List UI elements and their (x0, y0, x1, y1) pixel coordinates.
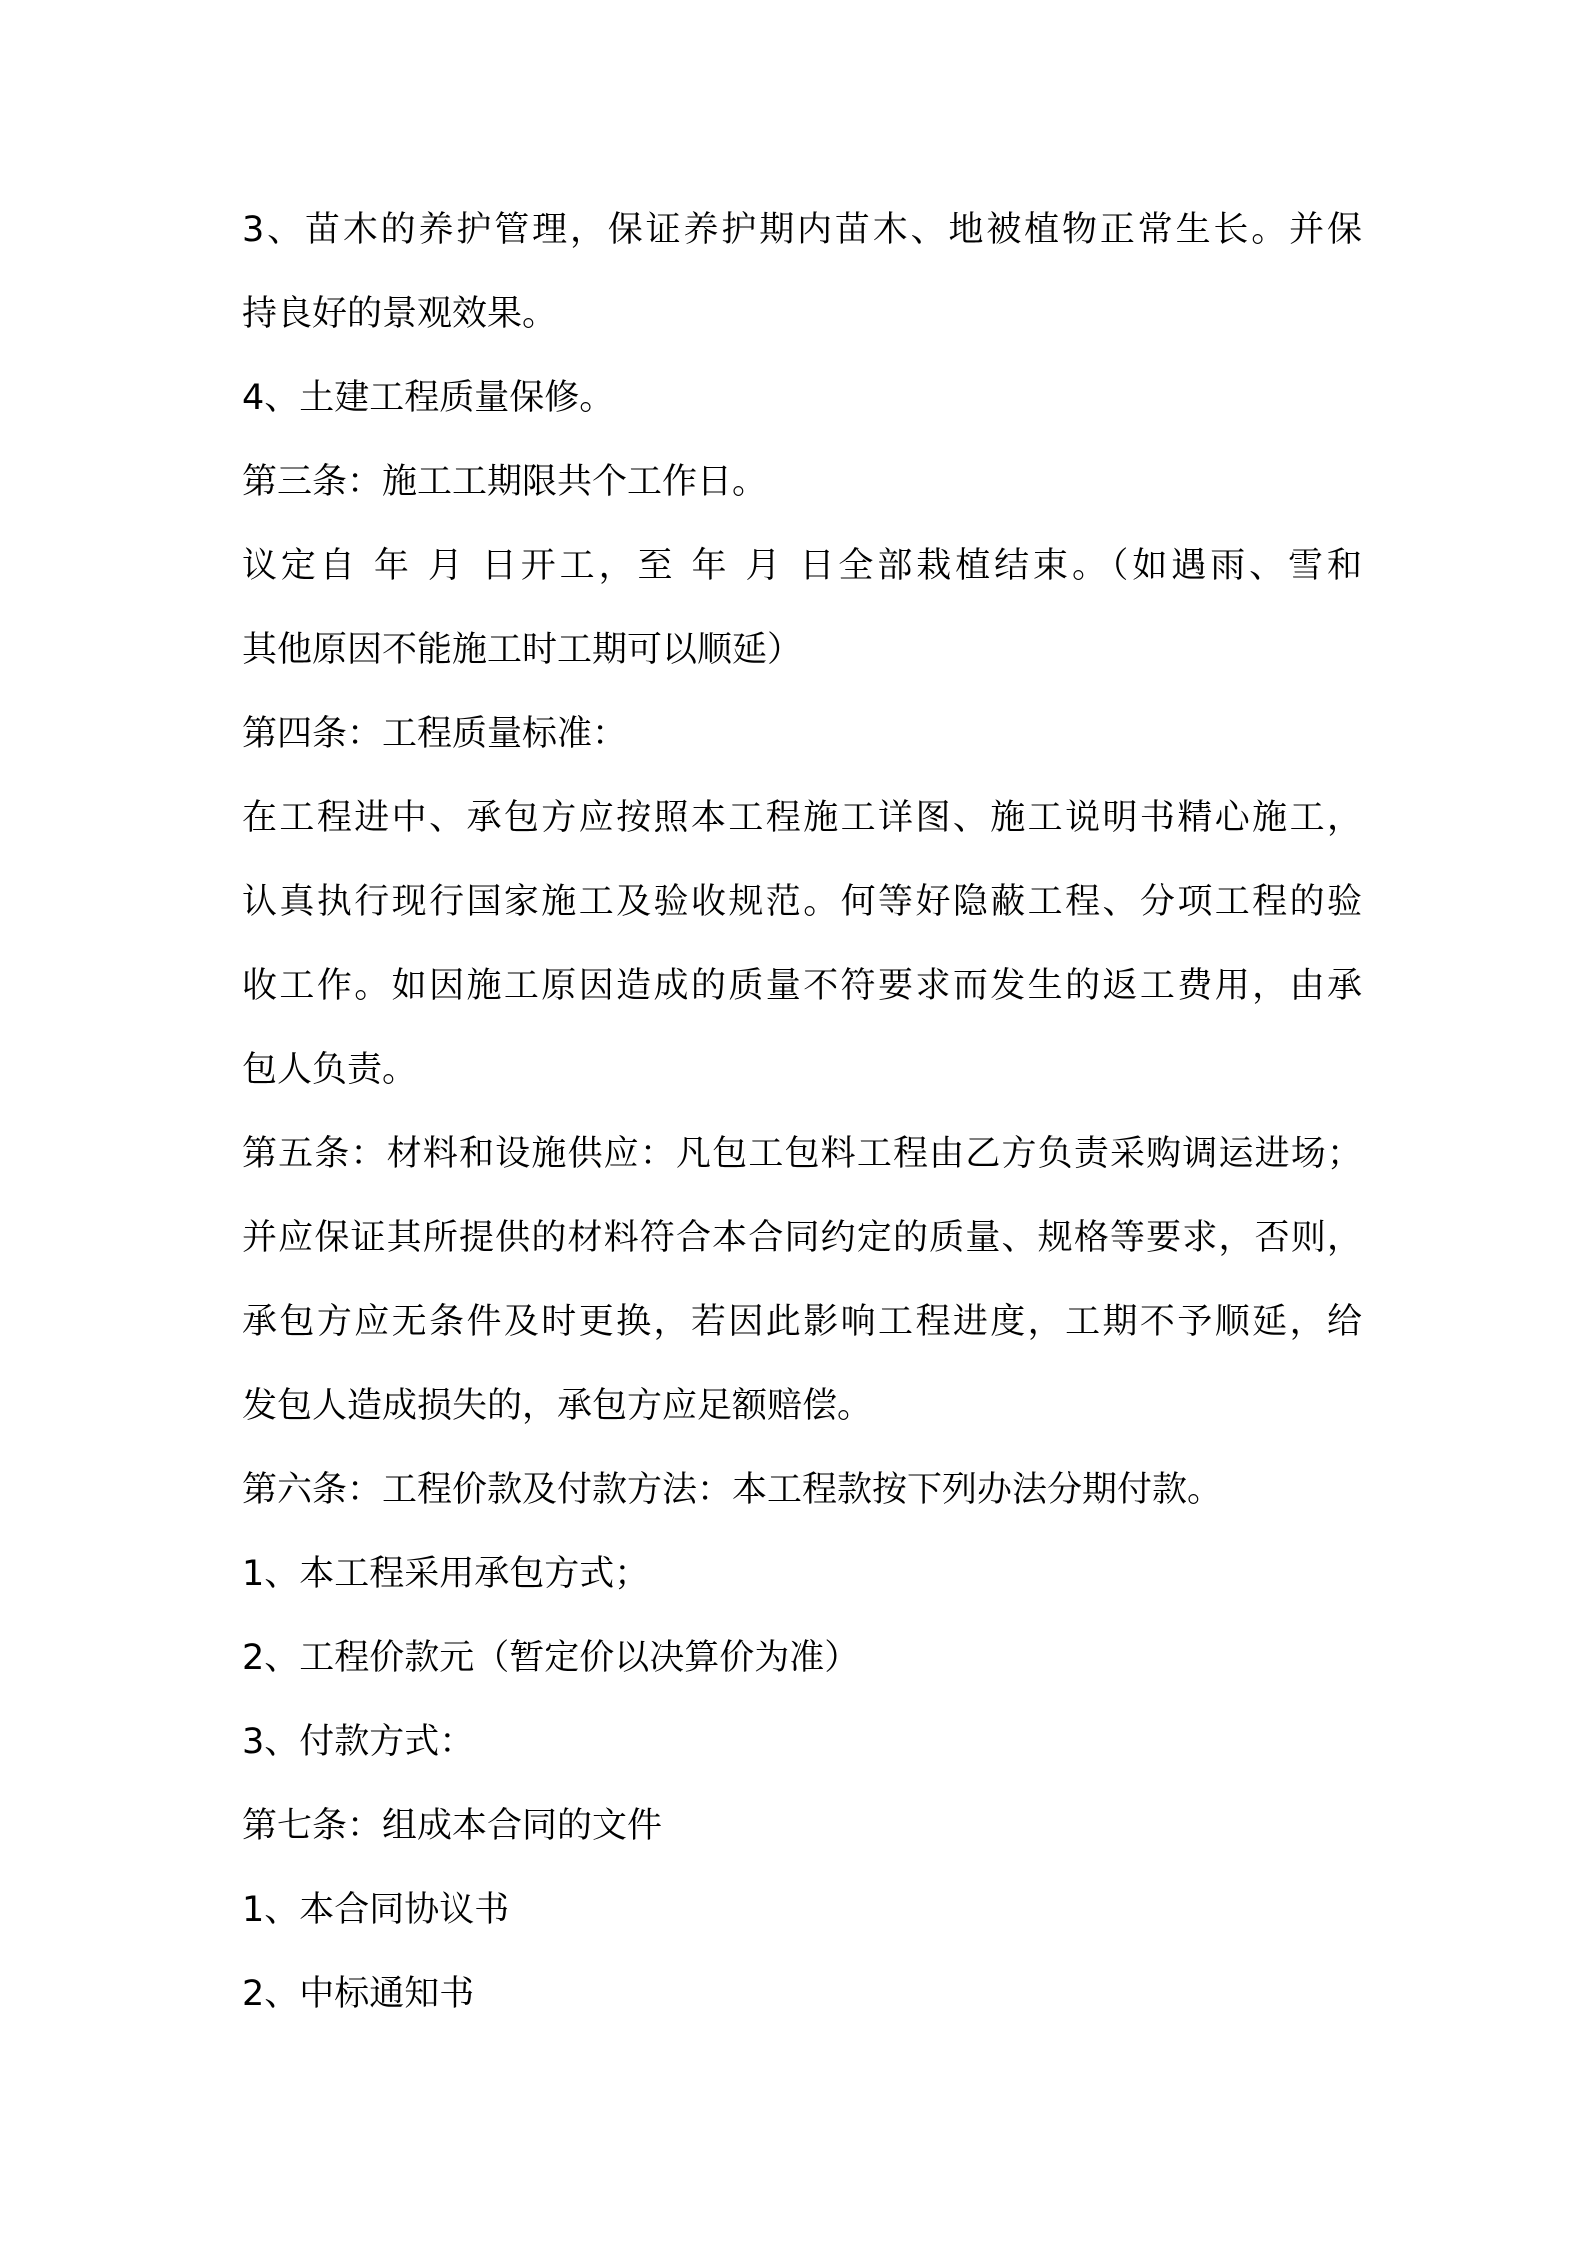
text-line-11: 包人负责。 (242, 1050, 418, 1090)
text-line-8: 在工程进中、承包方应按照本工程施工详图、施工说明书精心施工， (242, 798, 1362, 838)
text-line-22: 2、中标通知书 (242, 1974, 475, 2014)
text-line-7: 第四条：工程质量标准： (242, 714, 628, 754)
text-line-16: 第六条：工程价款及付款方法：本工程款按下列办法分期付款。 (242, 1470, 1223, 1510)
text-line-18: 2、工程价款元（暂定价以决算价为准） (242, 1638, 860, 1678)
text-line-10: 收工作。如因施工原因造成的质量不符要求而发生的返工费用，由承 (242, 966, 1362, 1006)
text-line-21: 1、本合同协议书 (242, 1890, 510, 1930)
text-line-13: 并应保证其所提供的材料符合本合同约定的质量、规格等要求，否则， (242, 1218, 1362, 1258)
text-line-2: 持良好的景观效果。 (242, 294, 558, 334)
text-line-19: 3、付款方式： (242, 1722, 475, 1762)
text-line-20: 第七条：组成本合同的文件 (242, 1806, 663, 1846)
text-line-1: 3、苗木的养护管理，保证养护期内苗木、地被植物正常生长。并保 (242, 210, 1362, 250)
text-line-15: 发包人造成损失的，承包方应足额赔偿。 (242, 1386, 873, 1426)
text-line-14: 承包方应无条件及时更换，若因此影响工程进度，工期不予顺延，给 (242, 1302, 1362, 1342)
text-line-12: 第五条：材料和设施供应：凡包工包料工程由乙方负责采购调运进场； (242, 1134, 1362, 1174)
text-line-4: 第三条：施工工期限共个工作日。 (242, 462, 768, 502)
text-line-6: 其他原因不能施工时工期可以顺延） (242, 630, 803, 670)
text-line-5: 议定自 年 月 日开工，至 年 月 日全部栽植结束。（如遇雨、雪和 (242, 546, 1362, 586)
text-line-17: 1、本工程采用承包方式； (242, 1554, 650, 1594)
document-body (242, 188, 1362, 2036)
text-line-9: 认真执行现行国家施工及验收规范。何等好隐蔽工程、分项工程的验 (242, 882, 1362, 922)
text-line-3: 4、土建工程质量保修。 (242, 378, 615, 418)
